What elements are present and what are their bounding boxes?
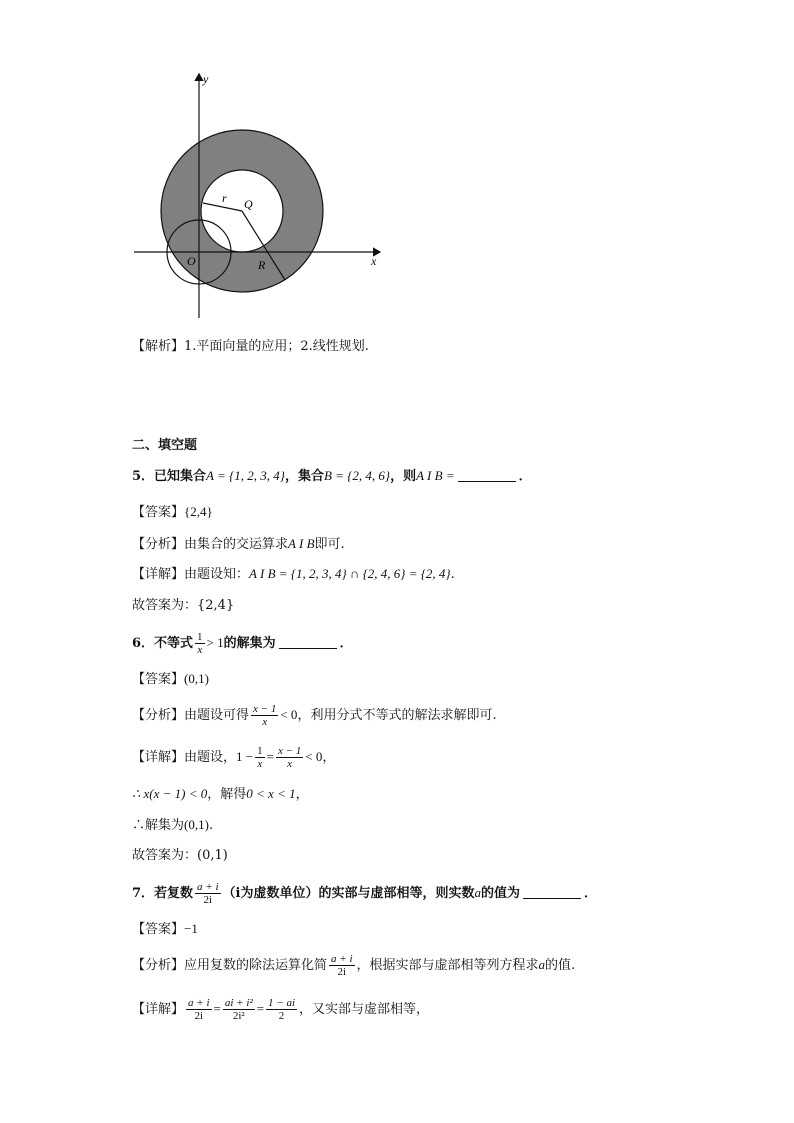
q6-xiangjie — [132, 742, 335, 773]
q7-fenxi-end: 的值. — [545, 958, 576, 973]
q6-frac-den: x — [197, 644, 203, 656]
q6-answer-value: (0,1) — [184, 671, 209, 686]
q6-ineq: > 1 — [206, 635, 224, 650]
q5-fenxi-expr: A I B — [288, 536, 315, 551]
q7-xj-fraction-2 — [223, 997, 255, 1022]
q7-fraction — [195, 881, 220, 906]
q5-setB: B = {2, 4, 6} — [323, 468, 391, 483]
q6-step1-res: 0 < x < 1 — [246, 786, 296, 801]
q7-post: 的值为 — [480, 886, 520, 901]
q5-stem — [132, 466, 532, 487]
q7-xj-num3: 1 − ai — [268, 997, 296, 1009]
q5-setA: A = {1, 2, 3, 4} — [206, 468, 285, 483]
q7-fenxi-tag: 【分析】 — [132, 958, 185, 973]
q6-step2-expr: (0,1) — [184, 817, 209, 832]
q6-step2 — [132, 815, 213, 836]
q7-xj-den3: 2 — [278, 1010, 285, 1022]
q5-answer-value: {2,4} — [184, 504, 213, 519]
q6-step1-expr: ∴ x(x − 1) < 0 — [132, 786, 208, 801]
q7-xj-fraction-1 — [186, 997, 211, 1022]
q6-pre: 6．不等式 — [132, 636, 194, 651]
axis-x-label: x — [371, 254, 377, 268]
q7-xj-den2: 2i² — [232, 1010, 245, 1022]
q6-step1 — [132, 784, 309, 805]
q7-frac-num: a + i — [197, 881, 219, 893]
q5-xiangjie-expr: A I B = {1, 2, 3, 4} ∩ {2, 4, 6} = {2, 4} — [249, 566, 451, 581]
q6-step2-text: ∴解集为 — [132, 818, 185, 833]
q5-fenxi-tag: 【分析】 — [132, 537, 185, 552]
q6-fraction — [195, 631, 205, 656]
axis-y-label: y — [203, 72, 209, 86]
q7-fenxi-text: 应用复数的除法运算化简 — [184, 958, 328, 973]
q6-xj-eq: = — [266, 749, 274, 764]
q6-xj-num2: x − 1 — [277, 745, 302, 757]
section-title: 二、填空题 — [132, 438, 198, 453]
q7-xj-den1: 2i — [194, 1010, 204, 1022]
q5-end: ． — [518, 469, 532, 484]
q7-xj-eq1: = — [213, 1001, 221, 1016]
q7-fenxi-fraction — [329, 953, 354, 978]
q6-xj-fraction-1 — [255, 745, 265, 770]
q7-xiangjie-tag: 【详解】 — [132, 1002, 185, 1017]
q7-var-a: a — [474, 885, 481, 900]
q6-step1-mid: ，解得 — [207, 787, 247, 802]
q6-xj-den1: x — [257, 758, 263, 770]
q6-xj-pre: 1 − — [236, 749, 254, 764]
q6-fenxi — [132, 700, 497, 731]
q7-blank — [523, 885, 581, 899]
q6-blank — [279, 635, 337, 649]
q6-xiangjie-tag: 【详解】 — [132, 750, 185, 765]
q6-fenxi-fraction — [251, 703, 278, 728]
label-R: R — [258, 258, 266, 272]
annulus-figure — [130, 66, 390, 326]
q6-xj-num1: 1 — [257, 745, 263, 757]
label-O: O — [187, 254, 196, 268]
q7-paren: （i为虚数单位）的实部与虚部相等，则实数 — [222, 886, 475, 901]
q6-frac-num: 1 — [197, 631, 203, 643]
q5-fenxi-text: 由集合的交运算求 — [184, 537, 289, 552]
q7-xj-num1: a + i — [188, 997, 210, 1009]
q6-fenxi-ineq: < 0 — [280, 707, 298, 722]
q6-step2-end: . — [208, 818, 214, 833]
q5-mid: ，集合 — [284, 469, 324, 484]
q6-fenxi-text: 由题设可得 — [184, 708, 250, 723]
label-r: r — [222, 191, 227, 205]
q7-answer — [132, 919, 198, 940]
q6-xj-ineq: < 0 — [305, 749, 323, 764]
q7-fenxi-mid: ，根据实部与虚部相等列方程求 — [356, 958, 539, 973]
q6-answer — [132, 669, 209, 690]
q6-fenxi-tag: 【分析】 — [132, 708, 185, 723]
q5-fenxi-end: 即可. — [314, 537, 345, 552]
q6-final: 故答案为：(0,1) — [132, 848, 228, 863]
q7-fenxi-den: 2i — [337, 966, 347, 978]
q5-post: ，则 — [390, 469, 417, 484]
q6-answer-tag: 【答案】 — [132, 672, 185, 687]
q6-fenxi-num: x − 1 — [253, 703, 277, 715]
label-Q: Q — [244, 197, 253, 211]
q6-xj-end: ， — [322, 750, 336, 765]
q7-xj-fraction-3 — [266, 997, 297, 1022]
q6-step1-end: ， — [295, 787, 309, 802]
q7-end: ． — [584, 886, 598, 901]
q5-expr: A I B = — [416, 468, 455, 483]
q5-xiangjie-end: . — [450, 567, 455, 582]
q5-pre: 5．已知集合 — [132, 469, 207, 484]
q7-answer-value: −1 — [184, 921, 198, 936]
analysis-prev: 【解析】1.平面向量的应用；2.线性规划. — [132, 339, 369, 354]
q7-xiangjie — [132, 994, 429, 1025]
q5-blank — [458, 468, 516, 482]
q7-answer-tag: 【答案】 — [132, 922, 185, 937]
q7-xj-eq2: = — [256, 1001, 265, 1016]
q6-xiangjie-text: 由题设， — [184, 750, 237, 765]
q7-xj-end: ，又实部与虚部相等， — [299, 1002, 430, 1017]
q6-end: ． — [339, 636, 353, 651]
q6-xj-den2: x — [287, 758, 293, 770]
q5-xiangjie-tag: 【详解】 — [132, 567, 185, 582]
q6-fenxi-den: x — [262, 716, 268, 728]
q5-xiangjie — [132, 564, 455, 585]
q5-answer — [132, 502, 213, 523]
q6-xj-fraction-2 — [276, 745, 303, 770]
q6-post: 的解集为 — [223, 636, 276, 651]
q7-fenxi-num: a + i — [331, 953, 353, 965]
q5-xiangjie-text: 由题设知： — [184, 567, 250, 582]
q5-final: 故答案为：{2,4} — [132, 598, 235, 613]
q7-pre: 7．若复数 — [132, 886, 194, 901]
q7-fenxi-var: a — [538, 957, 546, 972]
q5-answer-tag: 【答案】 — [132, 505, 185, 520]
q7-frac-den: 2i — [203, 894, 213, 906]
q7-stem — [132, 878, 597, 909]
q6-fenxi-end: ，利用分式不等式的解法求解即可. — [297, 708, 497, 723]
q6-stem — [132, 628, 353, 659]
q7-fenxi — [132, 950, 575, 981]
q5-fenxi — [132, 534, 345, 555]
q7-xj-num2: ai + i² — [224, 997, 253, 1009]
